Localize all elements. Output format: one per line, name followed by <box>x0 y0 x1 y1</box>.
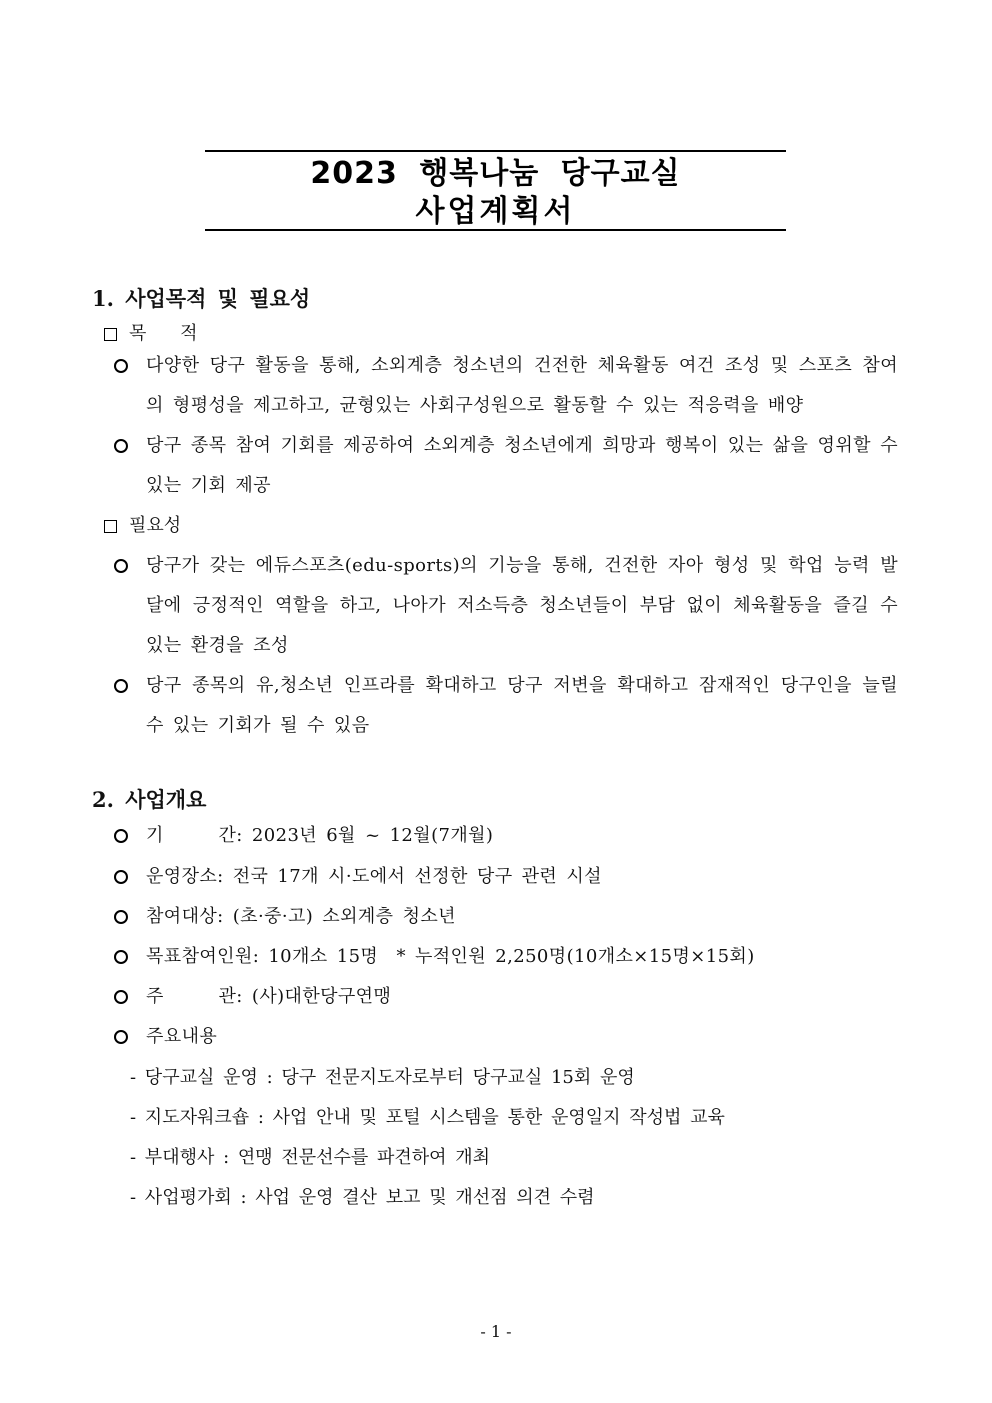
overview-item-main-content: 주요내용 <box>114 1017 898 1057</box>
section-1-heading: 1. 사업목적 및 필요성 <box>92 286 311 311</box>
circle-bullet-icon <box>114 439 128 453</box>
page-number: - 1 - <box>480 1322 512 1341</box>
detail-item-4: - 사업평가회 : 사업 운영 결산 보고 및 개선점 의견 수렴 <box>130 1187 595 1208</box>
section-2-heading: 2. 사업개요 <box>92 787 207 812</box>
purpose-heading <box>104 321 212 347</box>
circle-bullet-icon <box>114 829 128 843</box>
checkbox-square-icon <box>104 328 117 341</box>
title-line-2: 사업계획서 <box>415 194 576 229</box>
detail-item-3: - 부대행사 : 연맹 전문선수를 파견하여 개최 <box>130 1147 491 1168</box>
circle-bullet-icon <box>114 359 128 373</box>
document-title-block <box>205 150 786 231</box>
detail-item-2: - 지도자워크숍 : 사업 안내 및 포털 시스템을 통한 운영일지 작성법 교육 <box>130 1107 725 1128</box>
overview-item-period: 기 간: 2023년 6월 ~ 12월(7개월) <box>114 816 898 856</box>
necessity-heading <box>104 513 181 539</box>
circle-bullet-icon <box>114 870 128 884</box>
circle-bullet-icon <box>114 950 128 964</box>
checkbox-square-icon <box>104 520 117 533</box>
detail-item-1: - 당구교실 운영 : 당구 전문지도자로부터 당구교실 15회 운영 <box>130 1067 635 1088</box>
necessity-bullet-2: 당구 종목의 유,청소년 인프라를 확대하고 당구 저변을 확대하고 잠재적인 당구인을 늘릴 수 있는 기회가 될 수 있음 <box>114 666 898 746</box>
overview-item-target: 참여대상: (초·중·고) 소외계층 청소년 <box>114 897 898 937</box>
circle-bullet-icon <box>114 910 128 924</box>
necessity-label: 필요성 <box>129 515 182 536</box>
overview-item-participants: 목표참여인원: 10개소 15명 * 누적인원 2,250명(10개소×15명×15회) <box>114 937 898 977</box>
circle-bullet-icon <box>114 679 128 693</box>
purpose-bullet-1: 다양한 당구 활동을 통해, 소외계층 청소년의 건전한 체육활동 여건 조성 및 스포츠 참여의 형평성을 제고하고, 균형있는 사회구성원으로 활동할 수 있는 적응력을 배양 <box>114 346 898 426</box>
title-line-1: 2023 행복나눔 당구교실 <box>310 156 681 191</box>
circle-bullet-icon <box>114 990 128 1004</box>
circle-bullet-icon <box>114 559 128 573</box>
purpose-bullet-2: 당구 종목 참여 기회를 제공하여 소외계층 청소년에게 희망과 행복이 있는 삶을 영위할 수 있는 기회 제공 <box>114 426 898 506</box>
purpose-label: 목 적 <box>129 323 212 344</box>
overview-item-venue: 운영장소: 전국 17개 시·도에서 선정한 당구 관련 시설 <box>114 857 898 897</box>
necessity-bullet-1: 당구가 갖는 에듀스포츠(edu-sports)의 기능을 통해, 건전한 자아 형성 및 학업 능력 발달에 긍정적인 역할을 하고, 나아가 저소득층 청소년들이 부담 없이 체육활동을 즐길 수 있는 환경을 조성 <box>114 546 898 666</box>
overview-item-host: 주 관: (사)대한당구연맹 <box>114 977 898 1017</box>
circle-bullet-icon <box>114 1030 128 1044</box>
